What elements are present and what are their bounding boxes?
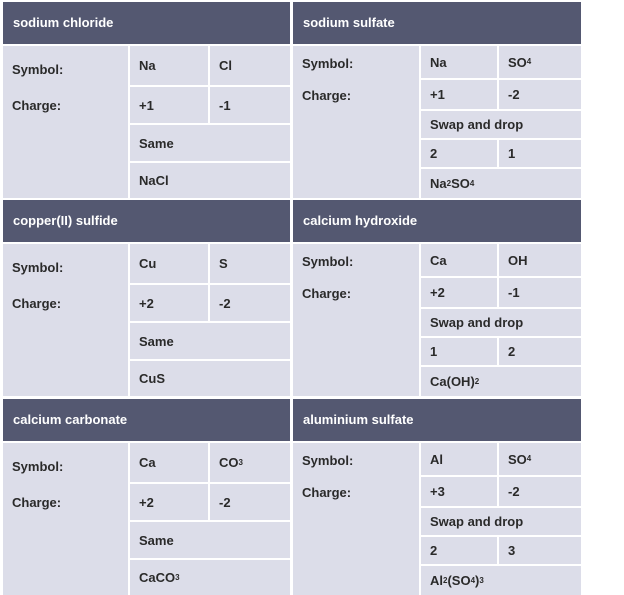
method-label: Same	[130, 323, 290, 359]
compound-panel	[293, 200, 581, 396]
method-label: Swap and drop	[421, 111, 581, 138]
formula-result: Al 2 (SO 4 ) 3	[421, 566, 581, 595]
symbol-cation: Ca	[130, 443, 208, 482]
symbol-cation: Ca	[421, 244, 497, 276]
symbol-anion: SO 4	[499, 443, 581, 475]
formula-result: CuS	[130, 361, 290, 396]
compound-panel	[3, 200, 290, 396]
subscript-cation: 1	[421, 338, 497, 365]
charge-label: Charge:	[12, 98, 62, 113]
symbol-label: Symbol:	[12, 459, 64, 474]
formula-result: CaCO 3	[130, 560, 290, 595]
charge-cation: +1	[421, 80, 497, 109]
symbol-cation: Cu	[130, 244, 208, 283]
panel-title: sodium chloride	[3, 2, 290, 44]
symbol-anion: S	[210, 244, 290, 283]
subscript-cation: 2	[421, 140, 497, 167]
charge-label: Charge:	[12, 495, 62, 510]
row-labels	[3, 46, 128, 198]
charge-anion: -1	[210, 87, 290, 123]
panel-title: calcium hydroxide	[293, 200, 581, 242]
panel-title: copper(II) sulfide	[3, 200, 290, 242]
charge-anion: -2	[499, 477, 581, 506]
formula-result: Na 2 SO 4	[421, 169, 581, 198]
charge-label: Charge:	[12, 296, 62, 311]
row-labels	[3, 443, 128, 595]
panel-title: sodium sulfate	[293, 2, 581, 44]
charge-anion: -1	[499, 278, 581, 307]
charge-anion: -2	[210, 285, 290, 321]
symbol-label: Symbol:	[302, 254, 354, 269]
symbol-label: Symbol:	[12, 62, 64, 77]
compound-panel	[3, 2, 290, 198]
method-label: Same	[130, 522, 290, 558]
subscript-anion: 1	[499, 140, 581, 167]
symbol-label: Symbol:	[302, 453, 354, 468]
method-label: Swap and drop	[421, 309, 581, 336]
compound-panel	[293, 2, 581, 198]
symbol-cation: Na	[130, 46, 208, 85]
charge-cation: +2	[130, 484, 208, 520]
charge-cation: +1	[130, 87, 208, 123]
symbol-label: Symbol:	[12, 260, 64, 275]
row-labels	[293, 46, 419, 198]
symbol-label: Symbol:	[302, 56, 354, 71]
charge-anion: -2	[210, 484, 290, 520]
subscript-anion: 3	[499, 537, 581, 564]
charge-anion: -2	[499, 80, 581, 109]
formula-result: Ca(OH) 2	[421, 367, 581, 396]
subscript-cation: 2	[421, 537, 497, 564]
formula-result: NaCl	[130, 163, 290, 198]
charge-label: Charge:	[302, 88, 352, 103]
method-label: Swap and drop	[421, 508, 581, 535]
symbol-cation: Na	[421, 46, 497, 78]
symbol-anion: Cl	[210, 46, 290, 85]
compound-panel	[293, 399, 581, 595]
symbol-anion: CO 3	[210, 443, 290, 482]
subscript-anion: 2	[499, 338, 581, 365]
panel-title: calcium carbonate	[3, 399, 290, 441]
charge-cation: +3	[421, 477, 497, 506]
row-labels	[3, 244, 128, 396]
charge-label: Charge:	[302, 485, 352, 500]
symbol-anion: OH	[499, 244, 581, 276]
symbol-cation: Al	[421, 443, 497, 475]
panel-title: aluminium sulfate	[293, 399, 581, 441]
charge-label: Charge:	[302, 286, 352, 301]
row-labels	[293, 443, 419, 595]
method-label: Same	[130, 125, 290, 161]
symbol-anion: SO 4	[499, 46, 581, 78]
compound-panel	[3, 399, 290, 595]
charge-cation: +2	[130, 285, 208, 321]
row-labels	[293, 244, 419, 396]
charge-cation: +2	[421, 278, 497, 307]
